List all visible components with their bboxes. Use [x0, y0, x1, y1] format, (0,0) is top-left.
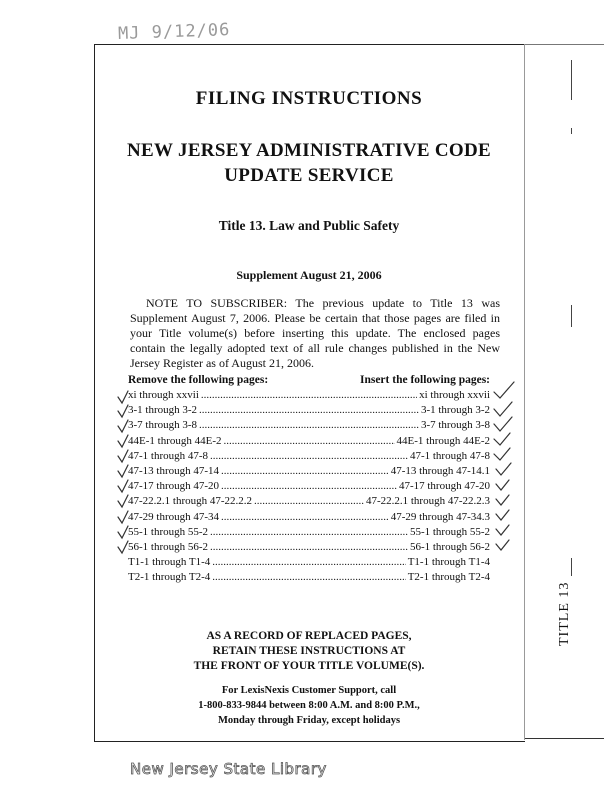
remove-header: Remove the following pages: [128, 374, 269, 386]
insert-pages: 56-1 through 56-2 [409, 540, 490, 553]
record-notice [94, 629, 524, 674]
support-line: Monday through Friday, except holidays [217, 715, 401, 726]
insert-pages: 47-13 through 47-14.1 [390, 464, 490, 477]
insert-pages: 47-1 through 47-8 [409, 449, 490, 462]
support-line: For LexisNexis Customer Support, call [221, 685, 397, 696]
leader-dots [201, 388, 417, 403]
record-line: THE FRONT OF YOUR TITLE VOLUME(S). [193, 660, 425, 672]
page-table [128, 388, 490, 585]
table-row [128, 555, 490, 570]
remove-pages: T2-1 through T2-4 [128, 571, 211, 584]
remove-pages: T1-1 through T1-4 [128, 556, 211, 569]
leader-dots [210, 540, 408, 555]
insert-pages: 44E-1 through 44E-2 [396, 434, 490, 447]
page-title: FILING INSTRUCTIONS [195, 88, 423, 109]
insert-pages: 47-29 through 47-34.3 [390, 510, 490, 523]
bottom-rule [524, 738, 604, 739]
table-headers [128, 374, 490, 386]
support-line: 1-800-833-9844 between 8:00 A.M. and 8:00 P.M., [198, 700, 420, 711]
leader-dots [210, 449, 408, 464]
remove-pages: 3-1 through 3-2 [128, 404, 198, 417]
remove-pages: 47-13 through 47-14 [128, 464, 220, 477]
leader-dots [221, 510, 389, 525]
insert-pages: 55-1 through 55-2 [409, 525, 490, 538]
table-row [128, 525, 490, 540]
leader-dots [199, 418, 419, 433]
handwritten-date-stamp: MJ 9/12/06 [117, 20, 231, 44]
table-row [128, 570, 490, 585]
insert-pages: T1-1 through T1-4 [407, 556, 490, 569]
leader-dots [212, 555, 405, 570]
leader-dots [221, 479, 397, 494]
insert-pages: 47-17 through 47-20 [398, 480, 490, 493]
record-line: AS A RECORD OF REPLACED PAGES, [206, 630, 412, 642]
remove-pages: 56-1 through 56-2 [128, 540, 209, 553]
side-title-tab: TITLE 13 [557, 581, 572, 646]
table-row [128, 479, 490, 494]
leader-dots [212, 570, 405, 585]
insert-pages: 3-1 through 3-2 [420, 404, 490, 417]
table-row [128, 464, 490, 479]
library-stamp: New Jersey State Library [130, 760, 327, 778]
table-row [128, 388, 490, 403]
insert-pages: T2-1 through T2-4 [407, 571, 490, 584]
leader-dots [221, 464, 389, 479]
supplement-date: Supplement August 21, 2006 [236, 268, 382, 282]
table-row [128, 494, 490, 509]
top-rule [524, 44, 604, 45]
table-row [128, 434, 490, 449]
code-title-line: UPDATE SERVICE [224, 165, 394, 186]
remove-pages: xi through xxvii [128, 389, 199, 401]
remove-pages: 3-7 through 3-8 [128, 419, 198, 432]
table-row [128, 418, 490, 433]
table-row [128, 403, 490, 418]
leader-dots [210, 525, 408, 540]
remove-pages: 47-1 through 47-8 [128, 449, 209, 462]
remove-pages: 47-17 through 47-20 [128, 480, 220, 493]
table-row [128, 449, 490, 464]
code-title [94, 138, 524, 188]
remove-pages: 44E-1 through 44E-2 [128, 434, 222, 447]
table-row [128, 510, 490, 525]
title-subject: Title 13. Law and Public Safety [218, 218, 400, 233]
remove-pages: 55-1 through 55-2 [128, 525, 209, 538]
subscriber-note: NOTE TO SUBSCRIBER: The previous update to Title 13 was Supplement August 7, 2006. Please be certain that those pages are filed in your Title volume(s) before inserting this update. The enclosed pages contain the legally adopted text of all rule changes published in the New Jersey Register as of August 21, 2006. [130, 296, 500, 370]
leader-dots [199, 403, 419, 418]
margin-tick [571, 558, 572, 576]
insert-pages: 3-7 through 3-8 [420, 419, 490, 432]
margin-tick [571, 128, 572, 134]
table-row [128, 540, 490, 555]
insert-pages: 47-22.2.1 through 47-22.2.3 [365, 495, 490, 508]
insert-pages: xi through xxvii [419, 389, 490, 401]
leader-dots [254, 494, 364, 509]
insert-header: Insert the following pages: [359, 374, 490, 386]
leader-dots [223, 434, 394, 449]
remove-pages: 47-29 through 47-34 [128, 510, 220, 523]
remove-pages: 47-22.2.1 through 47-22.2.2 [128, 495, 253, 508]
customer-support [94, 683, 524, 728]
code-title-line: NEW JERSEY ADMINISTRATIVE CODE [127, 140, 491, 161]
record-line: RETAIN THESE INSTRUCTIONS AT [212, 645, 406, 657]
margin-tick [571, 305, 572, 327]
right-margin-line [524, 44, 525, 740]
margin-tick [571, 60, 572, 100]
